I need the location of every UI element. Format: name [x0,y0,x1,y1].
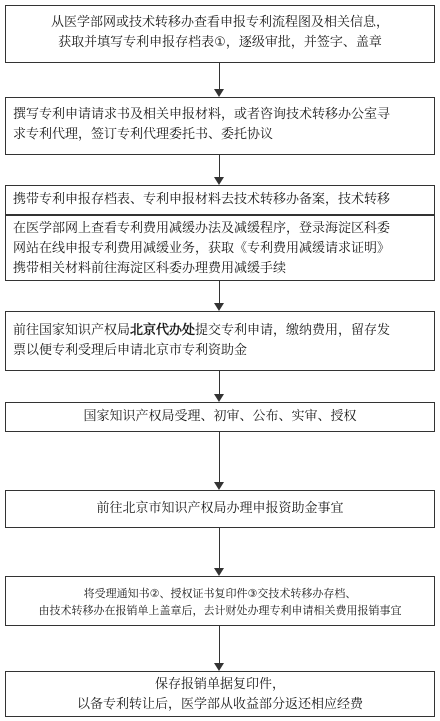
arrow-6 [214,528,226,576]
step-4-line-3: 携带相关材料前往海淀区科委办理费用减缓手续 [13,261,287,276]
step-7-box [5,490,435,528]
arrow-1 [214,63,226,97]
step-3-box [5,185,435,215]
step-4-box [5,215,435,281]
step-9-box [5,671,435,717]
arrow-5 [214,432,226,490]
step-8-line-2: 由技术转移办在报销单上盖章后，去计财处办理专利申请相关费用报销事宜 [38,604,402,617]
step-5-box [5,311,435,371]
step-1-line-1: 从医学部网或技术转移办查看申报专利流程图及相关信息， [50,15,389,30]
arrow-3 [214,281,226,311]
step-6-line-1: 国家知识产权局受理、初审、公布、实审、授权 [83,409,357,424]
step-4-line-1: 在医学部网上查看专利费用减缓办法及减缓程序，登录海淀区科委 [13,221,391,236]
step-5-line-2: 票以便专利受理后申请北京市专利资助金 [13,343,248,358]
step-5-text-b: 提交专利申请，缴纳费用，留存发 [195,323,391,338]
step-1-box [5,5,435,63]
step-8-box [5,576,435,626]
arrow-7 [214,626,226,671]
step-9-line-1: 保存报销单据复印件， [154,677,285,692]
step-2-line-2: 求专利代理，签订专利代理委托书、委托协议 [13,127,274,142]
step-7-line-1: 前往北京市知识产权局办理申报资助金事宜 [96,501,344,516]
arrow-4 [214,371,226,402]
step-8-line-1: 将受理通知书②、授权证书复印件③交技术转移办存档、 [83,587,357,600]
step-5-text-bold: 北京代办处 [130,323,196,338]
step-1-line-2: 获取并填写专利申报存档表①，逐级审批，并签字、盖章 [58,35,382,50]
step-3-line-1: 携带专利申报存档表、专利申报材料去技术转移办备案，技术转移 [13,192,391,207]
step-6-box [5,402,435,432]
step-5-text-a: 前往国家知识产权局 [13,323,131,338]
arrow-2 [214,155,226,185]
step-2-box [5,97,435,155]
step-5-line-1 [13,321,427,341]
step-2-line-1: 撰写专利申请请求书及相关申报材料，或者咨询技术转移办公室寻 [13,107,391,122]
step-9-line-2: 以备专利转让后，医学部从收益部分返还相应经费 [76,697,363,712]
step-4-line-2: 网站在线申报专利费用减缓业务，获取《专利费用减缓请求证明》 [13,241,391,256]
